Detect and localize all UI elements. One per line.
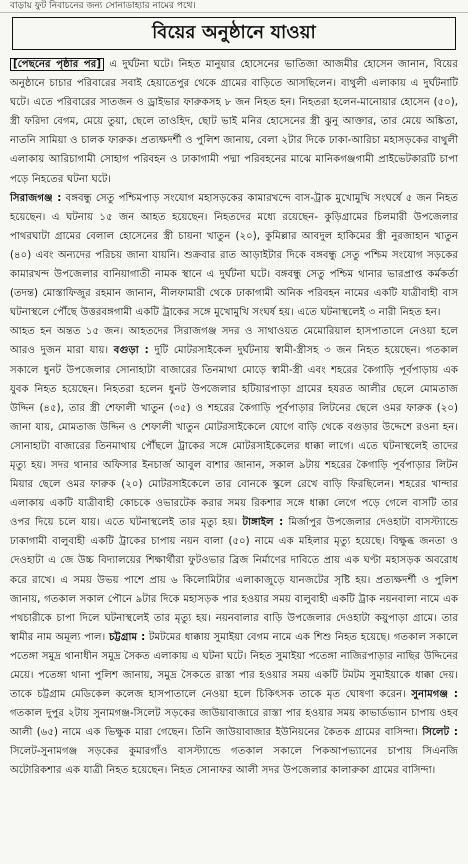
previous-article-tail: বাড়ায় ফুট নিবাচনের জন্য সোনাডাহ্যার নামের পথে।: [0, 0, 468, 13]
injured-text: আহত হন অন্তত ১৫ জন। আহতদের সিরাজগঞ্জ সদর ও সাথাওয়ত মেমোরিয়াল হাসপাতালে নেওয়া হলে আরও দুজন মারা যায়।: [10, 326, 458, 357]
headline: বিয়ের অনুষ্ঠানে যাওয়া: [152, 22, 316, 43]
dateline-chattogram: চট্টগ্রাম :: [108, 631, 146, 643]
dateline-sylhet: সিলেট :: [422, 727, 458, 739]
sirajganj-text: বঙ্গবন্ধু সেতু পশ্চিমপাড় সংযোগ মহাসড়কের কামারখন্দে বাস-ট্রাক মুখোমুখি সংঘর্ষে ৫ জন নিহত হয়েছেন। এ ঘটনায় ১৫ জন আহত হয়েছেন। নিহতদের মধ্যে রয়েছেন- কুড়িগ্রামের চিলমারী উপজেলার পাথরঘাটা গ্রামের বেলাল হোসেনের স্ত্রী চায়না খাতুন (২০), কুমিল্লার আবদুল হাকিমের স্ত্রী নুরজাহান খাতুন (৪০) এবং অন্যদের পরিচয় জানা যায়নি। শুক্রবার রাত আড়াইটার দিকে বঙ্গবন্ধু সেতু পশ্চিম সংযোগ সড়কের কামারখন্দ উপজেলার বানিয়াগাতী নামক স্থানে এ দুর্ঘটনা ঘটে। বঙ্গবন্ধু সেতু পশ্চিম থানার ভারপ্রাপ্ত কর্মকর্তা (তদন্ত) মোস্তাফিজুর রহমান জানান, নীলফামারী থেকে ঢাকাগামী অনিক পরিবহন নামের একটি যাত্রীবাহী বাস ঘটনাস্থলে পৌঁছে উত্তরবঙ্গগামী একটি ট্রাকের সঙ্গে মুখোমুখি সংঘর্ষ হয়। এতে ঘটনাস্থলেই ৩ নারী নিহত হন।: [10, 192, 458, 319]
dateline-tangail: টাঙ্গাইল :: [242, 517, 284, 529]
paragraph-lead: [10, 55, 458, 189]
chattogram-text: টমটমের ধাক্কায় সুমাইয়া বেগম নামে এক শিশু নিহত হয়েছে। গতকাল সকালে পতেঙ্গা সমুদ্র থানাধীন সমুদ্র সৈকত এলাকায় এ ঘটনা ঘটে। নিহত সুমাইয়া পতেঙ্গা নাজিরপাড়ার নাছির উদ্দিনের মেয়ে। পতেঙ্গা থানা পুলিশ জানায়, সমুদ্র সৈকতে রাস্তা পার হওয়ার সময় একটি টমটম সুমাইয়াকে ধাক্কা দেয়। তাকে চট্টগ্রাম মেডিকেল কলেজ হাসপাতালে নেওয়া হলে চিকিৎসক তাকে মৃত ঘোষণা করেন।: [10, 631, 459, 701]
sunamganj-text: গতকাল দুপুর ২টায় সুনামগঞ্জ-সিলেট সড়কের জাউয়াবাজারে রাস্তা পার হওয়ার সময় কাভার্ডভ্যান চাপায় ওহব আলী (৬৫) নামে এক ভিক্ষুক মারা গেছেন। তিনি জাউয়াবাজার ইউনিয়নের কৈতক গ্রামের বাসিন্দা।: [10, 708, 458, 739]
dateline-sunamganj: সুনামগঞ্জ :: [411, 689, 458, 701]
dateline-bogura: বগুড়া :: [113, 345, 149, 357]
dateline-sirajganj: সিরাজগঞ্জ :: [10, 192, 62, 204]
sylhet-text: সিলেট-সুনামগঞ্জ সড়কের কুমারগাঁও বাসস্ট্যান্ডে গতকাল সকালে পিকআপভ্যানের চাপায় সিএনজি অটোরিকশার এক যাত্রী নিহত হয়েছেন। নিহত সোনাফর আলী সদর উপজেলার কালারুকা গ্রামের বাসিন্দা।: [10, 746, 458, 777]
lead-text: এ দুর্ঘটনা ঘটে। নিহত মানুয়ার হোসেনের ভাতিজা আজমীর হোসেন জানান, বিয়ের অনুষ্ঠানে চাচার পরিবারের সবাই হেয়াতেপুর থেকে গ্রামের বাড়িতে আসছিলেন। বাথুলী এলাকায় এ দুর্ঘটনাটি ঘটে। এতে পরিবারের সাতজন ও ড্রাইভার ফারুকসহ ৮ জন নিহত হন। নিহতরা হলেন-মানোয়ার হোসেন (৫০), স্ত্রী ফরিদা বেগম, মেয়ে তুয়া, ছেলে তাওহিদ, ছোট ভাই মনির হোসেনের স্ত্রী ঝুনু আক্তার, তার মেয়ে অঙ্কিতা, নাতনি সামিয়া ও চালক ফারুক। প্রত্যক্ষদর্শী ও পুলিশ জানায়, বেলা ২টার দিকে ঢাকা-আরিচা মহাসড়কের বাথুলী এলাকায় আরিচাগামী সোহাগ পরিবহন ও ঢাকাগামী পদ্মা পরিবহনের মাঝে মানিকগঞ্জগামী প্রাইভেটকারটি চাপা পড়ে নিহতের ঘটনা ঘটে।: [10, 59, 459, 185]
bogura-text: দুটি মোটরসাইকেল দুর্ঘটনায় স্বামী-স্ত্রীসহ ৩ জন নিহত হয়েছেন। গতকাল সকালে ধুনট উপজেলার সোনাহাটা বাজারের তিনমাথা মোড়ে স্বামী-স্ত্রী এবং শহরের কৈগাড়ি পূর্বপাড়ায় এক যুবক নিহত হয়েছেন। নিহতরা হলেন ধুনট উপজেলার হটিয়ারপাড়া গ্রামের হযরত আলীর ছেলে মোমতাজ উদ্দিন (৪৫), তার স্ত্রী শেফালী খাতুন (৩৫) ও শহরের কৈগাড়ি পূর্বপাড়ার লিটনের ছেলে ওমর ফারুক (২০) জানা যায়, মোমতাজ উদ্দিন ও শেফালী খাতুন মোটরসাইকেলে যোগে বাড়ি থেকে বগুড়ার উদ্দেশে রওনা হন। সোনাহাটা বাজারের তিনমাথায় পৌঁছলে ট্রাকের সঙ্গে মোটরসাইকেলের ধাক্কা লাগে। এতে ঘটনাস্থলেই তাদের মৃত্যু হয়। সদর থানার অফিসার ইনচার্জ আবুল বাশার জানান, সকাল ৯টায় শহরের কৈগাড়ি পূর্বপাড়ার লিটন মিয়ার ছেলে ওমর ফারুক (২০) মোটরসাইকেলে তার বোনকে স্কুলে রেখে বাড়ি ফিরছিলেন। শহরের খান্দার এলাকায় একটি যাত্রীবাহী কোচকে ওভারটেক করার সময় রিকশার সঙ্গে ধাক্কা লেগে পড়ে গেলে বাসটি তার ওপর দিয়ে চলে যায়। এতে ঘটনাস্থলেই তার মৃত্যু হয়।: [10, 345, 458, 529]
tangail-text: মির্জাপুর উপজেলার দেওহাটা বাসস্ট্যান্ডে ঢাকাগামী বালুবাহী একটি ট্রাকের চাপায় নয়ন বালা (৫০) নামে এক মহিলার মৃত্যু হয়েছে। বিক্ষুব্ধ জনতা ও দেওহাটা এ জে উচ্চ বিদ্যালয়ের শিক্ষার্থীরা ফুটওভার ব্রিজ নির্মাণের দাবিতে প্রায় এক ঘণ্টা মহাসড়ক অবরোধ করে রাখে। এ সময় উভয় পাশে প্রায় ৬ কিলোমিটার এলাকাজুড়ে যানজটের সৃষ্টি হয়। প্রত্যক্ষদর্শী ও পুলিশ জানায়, গতকাল সকাল পৌনে ৯টার দিকে মহাসড়ক পার হওয়ার সময় বালুবাহী একটি ট্রাক নয়নবালা নামে এক পথচারীকে চাপা দিলে ঘটনাস্থলেই তার মৃত্যু হয়। নয়নবালার বাড়ি উপজেলার দেওহাটা কয়ুপাড়া গ্রামে। তার স্বামীর নাম অমূল্য পাল।: [10, 517, 458, 643]
article-body: [10, 55, 458, 781]
paragraph-bogura: [10, 322, 458, 780]
headline-box: [12, 17, 456, 50]
continuation-marker: [পেছনের পৃষ্ঠার পর]: [10, 58, 104, 71]
paragraph-sirajganj: [10, 189, 458, 323]
